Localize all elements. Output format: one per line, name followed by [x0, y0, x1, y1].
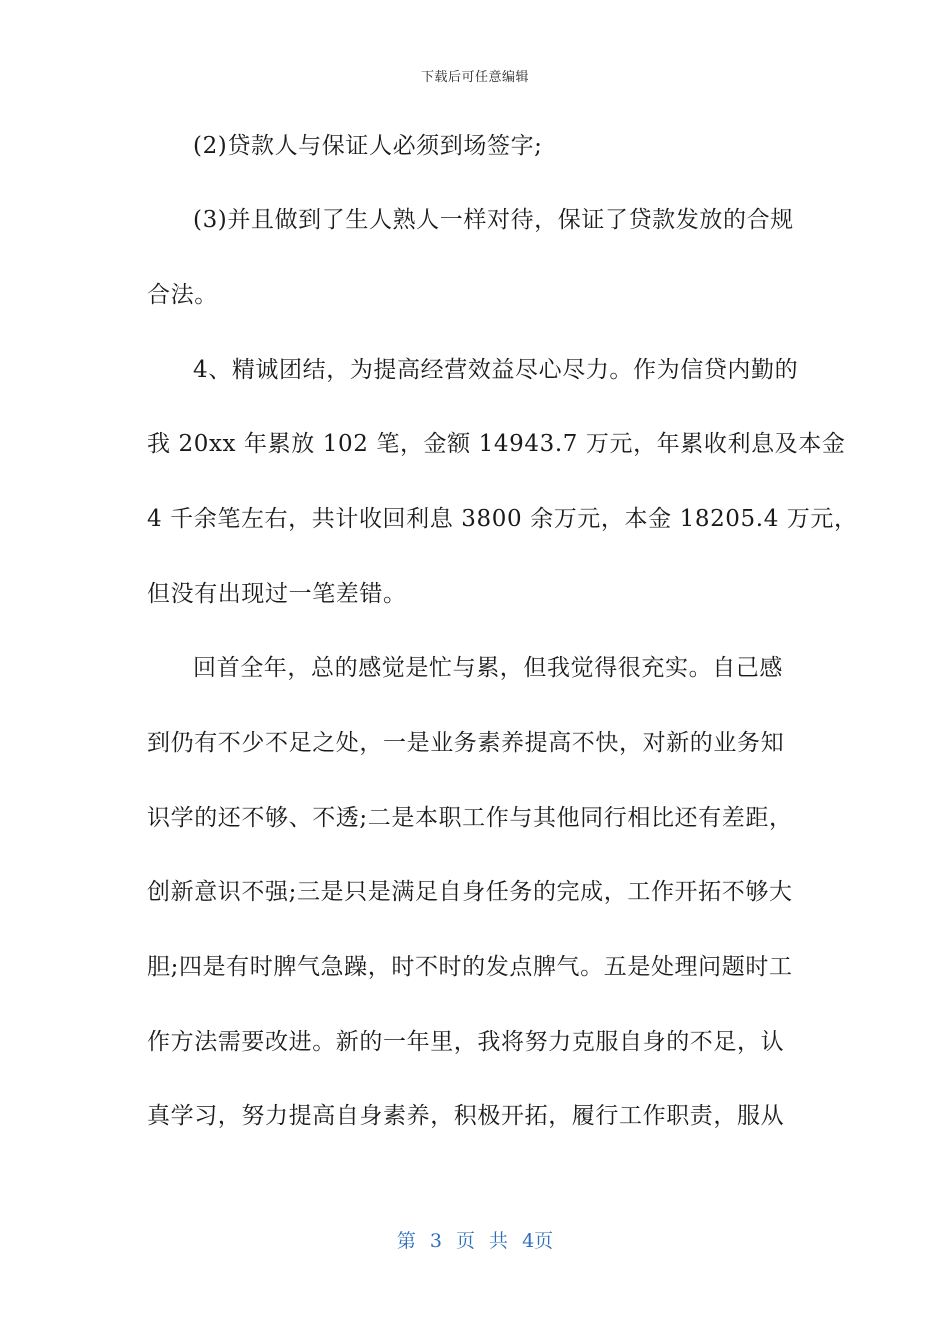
body-line: 作方法需要改进。新的一年里，我将努力克服自身的不足，认: [147, 1029, 785, 1055]
body-line: 真学习，努力提高自身素养，积极开拓，履行工作职责，服从: [147, 1103, 785, 1129]
body-line: 创新意识不强;三是只是满足自身任务的完成，工作开拓不够大: [147, 879, 793, 905]
body-line: (3)并且做到了生人熟人一样对待，保证了贷款发放的合规: [193, 207, 794, 233]
body-line: 到仍有不少不足之处，一是业务素养提高不快，对新的业务知: [147, 730, 785, 756]
body-line: 4、精诚团结，为提高经营效益尽心尽力。作为信贷内勤的: [193, 357, 799, 383]
page-header: 下载后可任意编辑: [420, 70, 529, 85]
body-line: (2)贷款人与保证人必须到场签字;: [193, 133, 543, 159]
body-line: 胆;四是有时脾气急躁，时不时的发点脾气。五是处理问题时工: [147, 954, 793, 980]
body-line: 合法。: [147, 282, 218, 308]
page-footer: 第 3 页 共 4页: [396, 1230, 554, 1252]
body-line: 回首全年，总的感觉是忙与累，但我觉得很充实。自己感: [193, 655, 783, 681]
body-line: 识学的还不够、不透;二是本职工作与其他同行相比还有差距，: [147, 805, 793, 831]
body-line: 4 千余笔左右，共计收回利息 3800 余万元，本金 18205.4 万元，: [147, 506, 858, 532]
body-line: 我 20xx 年累放 102 笔，金额 14943.7 万元，年累收利息及本金: [147, 431, 846, 457]
body-line: 但没有出现过一笔差错。: [147, 581, 407, 607]
